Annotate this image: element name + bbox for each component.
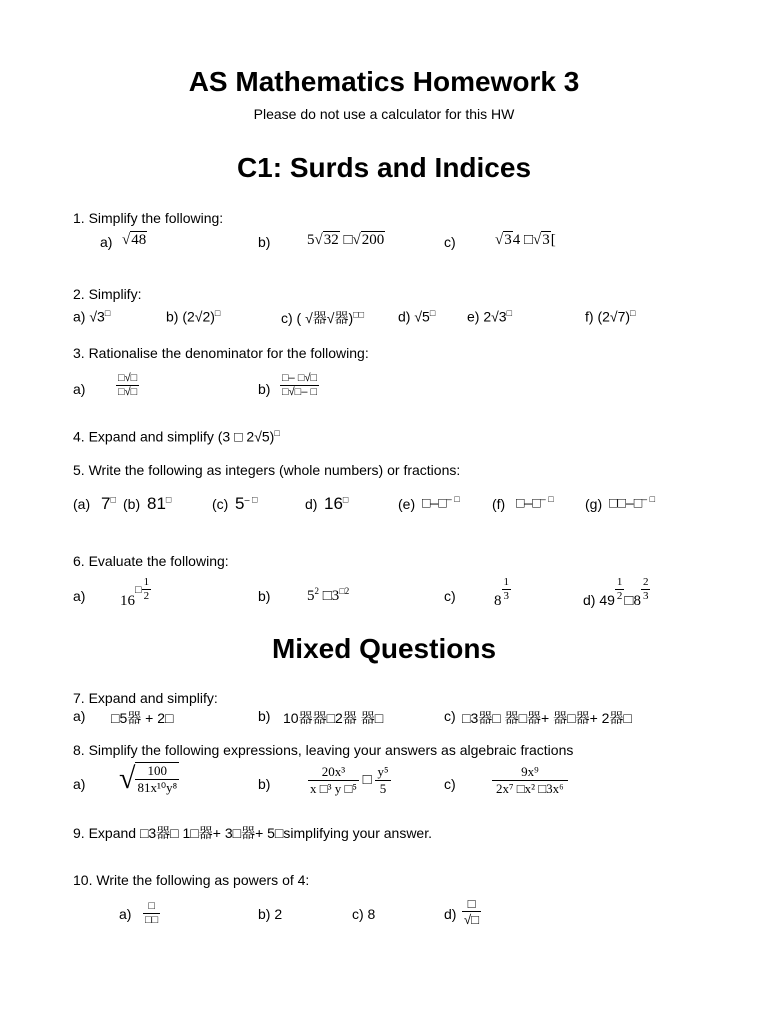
q6-a-expr: 16□ $\frac{1}{2}$ bbox=[120, 576, 150, 609]
q3-a-fraction bbox=[116, 372, 139, 399]
q1-c-label: c) bbox=[444, 234, 456, 250]
q8-c-label: c) bbox=[444, 776, 456, 792]
q7-c-expr: □3器□ 器□器+ 器□器+ 2器□ bbox=[462, 710, 632, 726]
q5-e-label: (e) bbox=[398, 496, 416, 512]
q10-a-expr: $\frac{□}{□□}$ bbox=[145, 900, 159, 926]
q10-c-expr: c) 8 bbox=[352, 906, 376, 922]
q8-a-label: a) bbox=[73, 776, 86, 792]
q5-prompt: 5. Write the following as integers (whole numbers) or fractions: bbox=[73, 462, 461, 478]
q2-b: b) (2√2)□ bbox=[166, 308, 221, 325]
section-title-mixed: Mixed Questions bbox=[271, 633, 497, 664]
q5-g-label: (g) bbox=[585, 496, 603, 512]
q1-c-expr: √34 □√3[ bbox=[495, 232, 556, 248]
q2-c: c) ( √器√器)□□ bbox=[281, 309, 365, 326]
q2-prompt: 2. Simplify: bbox=[73, 286, 142, 302]
q3-b-fraction bbox=[280, 372, 319, 399]
q10-prompt: 10. Write the following as powers of 4: bbox=[73, 872, 310, 888]
q7-a-expr: □5器 + 2□ bbox=[111, 710, 174, 726]
q5-g-expr: □□–□– □ bbox=[609, 494, 656, 511]
q5-a-expr: 7□ bbox=[101, 494, 116, 513]
q8-b-expr: $\frac{\text{20x³}}{\text{x □³ y □⁵}}$ □ $\frac{\text{y⁵}}{5}$ bbox=[310, 764, 389, 796]
q2-e: e) 2√3□ bbox=[467, 308, 513, 325]
page-title: AS Mathematics Homework 3 bbox=[188, 66, 580, 97]
q9-prompt: 9. Expand □3器□ 1□器+ 3□器+ 5□simplifying your answer. bbox=[73, 825, 432, 841]
q8-prompt: 8. Simplify the following expressions, leaving your answers as algebraic fractions bbox=[73, 742, 574, 758]
q5-c-expr: 5– □ bbox=[235, 494, 258, 513]
q2-f: f) (2√7)□ bbox=[585, 308, 636, 325]
q5-d-label: d) bbox=[305, 496, 318, 512]
q5-f-expr: □–□– □ bbox=[516, 494, 554, 511]
q3-a-numerator: □√□ bbox=[118, 372, 138, 384]
q5-e-expr: □–□– □ bbox=[422, 494, 460, 511]
q6-c-label: c) bbox=[444, 588, 456, 604]
q5-f-label: (f) bbox=[492, 496, 506, 512]
q2-d: d) √5□ bbox=[398, 308, 436, 325]
q10-b-expr: b) 2 bbox=[258, 906, 283, 922]
q6-d-expr: d) 49 $\frac{1}{2}$ □8 $\frac{2}{3}$ bbox=[583, 576, 649, 609]
q6-prompt: 6. Evaluate the following: bbox=[73, 553, 229, 569]
q1-a-label: a) bbox=[100, 234, 113, 250]
q8-b-label: b) bbox=[258, 776, 271, 792]
q5-b-label: (b) bbox=[123, 496, 141, 512]
q10-a-label: a) bbox=[119, 906, 132, 922]
q4-prompt: 4. Expand and simplify (3 □ 2√5)□ bbox=[73, 428, 280, 445]
q7-c-label: c) bbox=[444, 708, 456, 724]
q3-a-label: a) bbox=[73, 381, 86, 397]
q7-prompt: 7. Expand and simplify: bbox=[73, 690, 218, 706]
q6-c-expr: 8 $\frac{1}{3}$ bbox=[494, 576, 509, 609]
q5-a-label: (a) bbox=[73, 496, 91, 512]
q5-b-expr: 81□ bbox=[147, 494, 172, 513]
q8-c-expr: $\frac{\text{9x⁹}}{\text{2x⁷ □x² □3x⁶}}$ bbox=[492, 764, 568, 797]
q5-d-expr: 16□ bbox=[324, 494, 349, 513]
q3-b-label: b) bbox=[258, 381, 271, 397]
q6-b-expr: $5^2$ $□3^{□2}$ bbox=[307, 586, 350, 604]
q6-b-label: b) bbox=[258, 588, 271, 604]
q10-d-label: d) bbox=[444, 906, 457, 922]
q2-a: a) √3□ bbox=[73, 308, 111, 325]
q7-b-label: b) bbox=[258, 708, 271, 724]
q6-a-label: a) bbox=[73, 588, 86, 604]
q10-d-expr: $\frac{□}{√□}$ bbox=[464, 896, 479, 927]
q7-b-expr: 10器器□2器 器□ bbox=[283, 710, 384, 726]
q1-b-expr: 5√32 □√200 bbox=[307, 232, 385, 248]
page-subtitle: Please do not use a calculator for this HW bbox=[253, 106, 515, 122]
q1-a-expr: √48 bbox=[122, 232, 147, 248]
q3-prompt: 3. Rationalise the denominator for the following: bbox=[73, 345, 369, 361]
section-title-surds: C1: Surds and Indices bbox=[236, 152, 532, 183]
q5-c-label: (c) bbox=[212, 496, 229, 512]
q3-b-denominator: □√□– □ bbox=[282, 386, 318, 398]
q7-a-label: a) bbox=[73, 708, 86, 724]
q3-a-denominator: □√□ bbox=[118, 386, 138, 398]
q1-prompt: 1. Simplify the following: bbox=[73, 210, 224, 226]
q1-b-label: b) bbox=[258, 234, 271, 250]
q8-a-expr: √ $\frac{100}{\text{81x¹⁰y⁸}}$ bbox=[119, 762, 178, 795]
q3-b-numerator: □– □√□ bbox=[282, 372, 318, 384]
